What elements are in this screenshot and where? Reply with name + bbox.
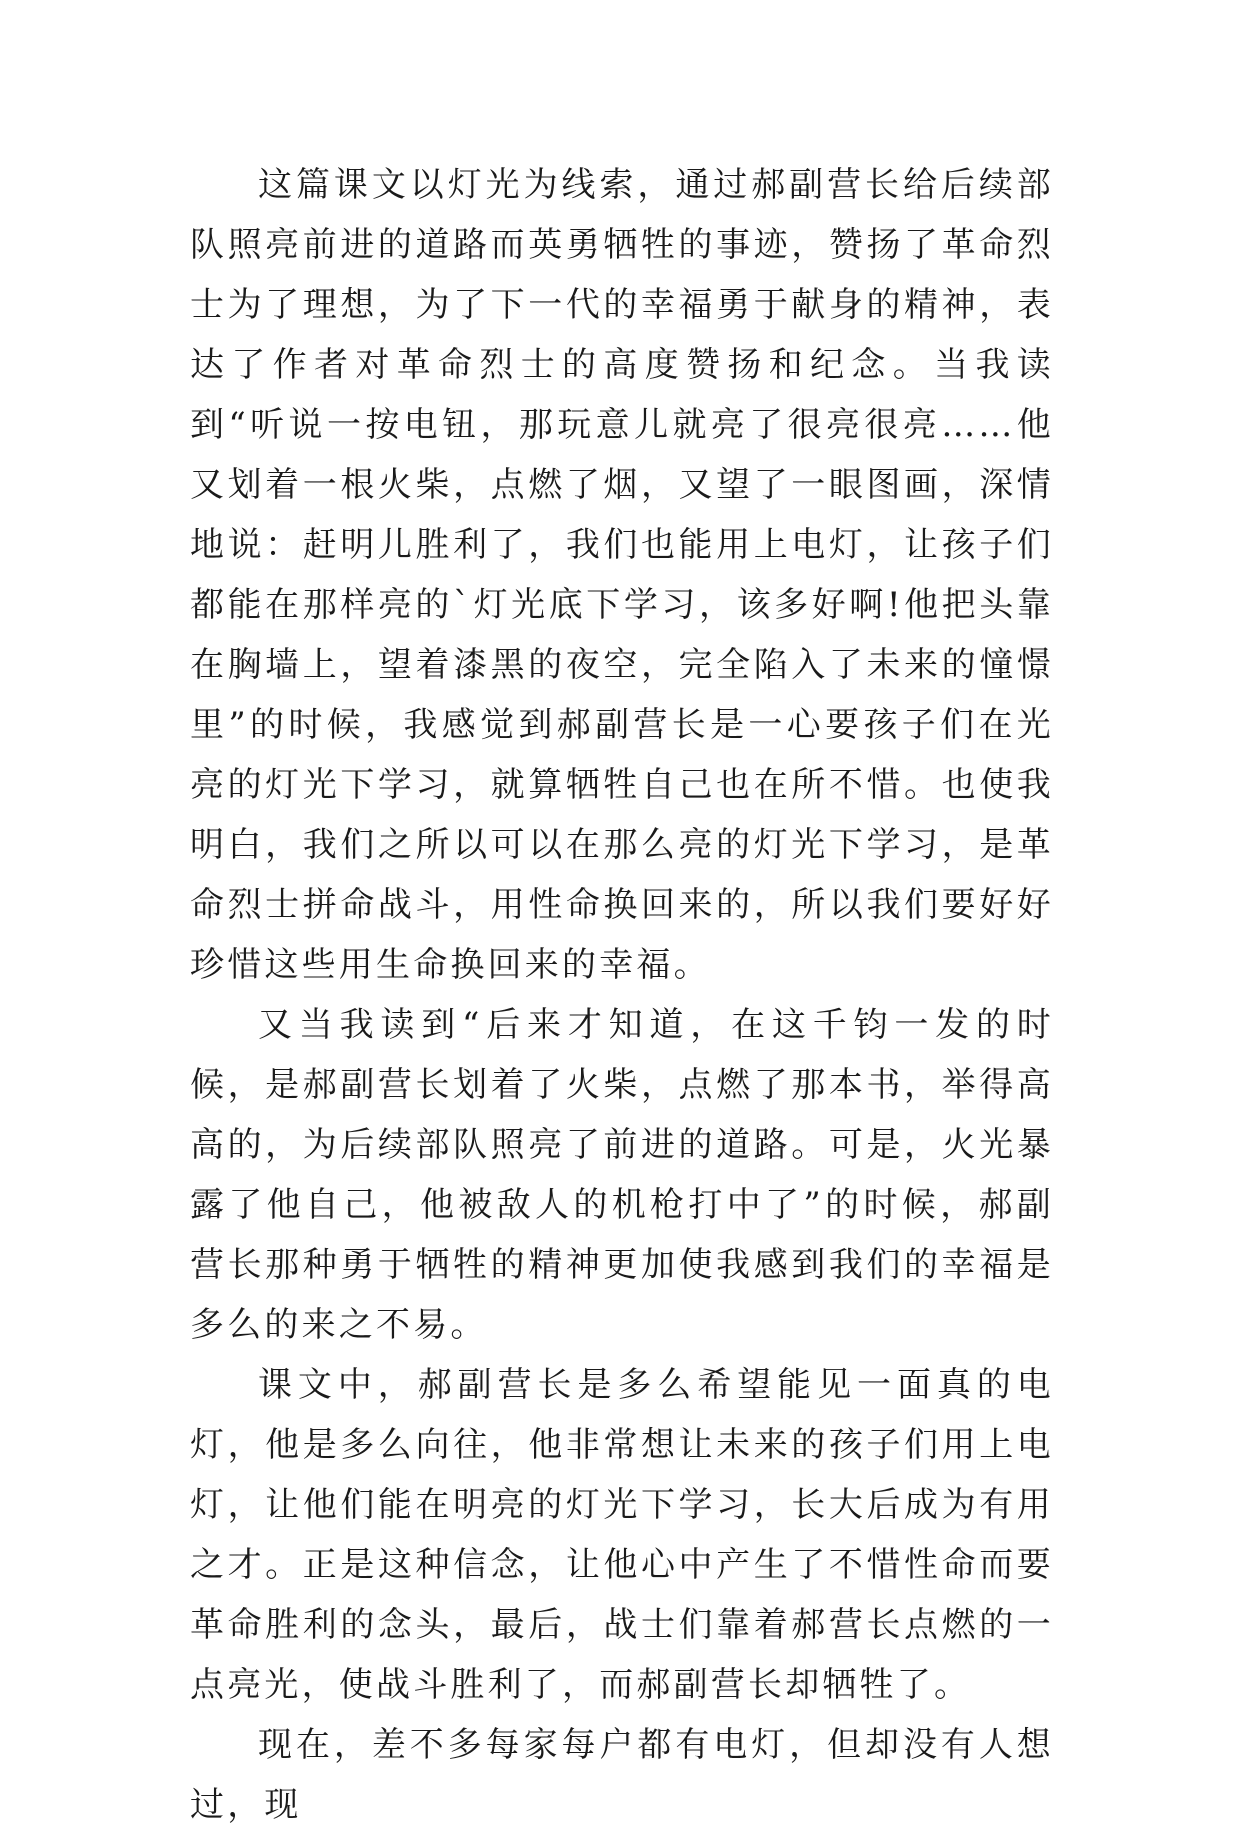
- paragraph-4: 现在，差不多每家每户都有电灯，但却没有人想过，现: [190, 1725, 1054, 1825]
- paragraph-3: 课文中，郝副营长是多么希望能见一面真的电灯，他是多么向往，他非常想让未来的孩子们用上电灯，让他们能在明亮的灯光下学习，长大后成为有用之才。正是这种信念，让他心中产生了不惜性命而要革命胜利的念头，最后，战士们靠着郝营长点燃的一点亮光，使战斗胜利了，而郝副营长却牺牲了。: [190, 1365, 1054, 1705]
- document-body: [190, 155, 1054, 1835]
- paragraph-2: 又当我读到“后来才知道，在这千钧一发的时候，是郝副营长划着了火柴，点燃了那本书，举得高高的，为后续部队照亮了前进的道路。可是，火光暴露了他自己，他被敌人的机枪打中了”的时候，郝副营长那种勇于牺牲的精神更加使我感到我们的幸福是多么的来之不易。: [190, 1005, 1054, 1345]
- paragraph-1: 这篇课文以灯光为线索，通过郝副营长给后续部队照亮前进的道路而英勇牺牲的事迹，赞扬了革命烈士为了理想，为了下一代的幸福勇于献身的精神，表达了作者对革命烈士的高度赞扬和纪念。当我读到“听说一按电钮，那玩意儿就亮了很亮很亮……他又划着一根火柴，点燃了烟，又望了一眼图画，深情地说：赶明儿胜利了，我们也能用上电灯，让孩子们都能在那样亮的`灯光底下学习，该多好啊!他把头靠在胸墙上，望着漆黑的夜空，完全陷入了未来的憧憬里”的时候，我感觉到郝副营长是一心要孩子们在光亮的灯光下学习，就算牺牲自己也在所不惜。也使我明白，我们之所以可以在那么亮的灯光下学习，是革命烈士拼命战斗，用性命换回来的，所以我们要好好珍惜这些用生命换回来的幸福。: [190, 165, 1054, 985]
